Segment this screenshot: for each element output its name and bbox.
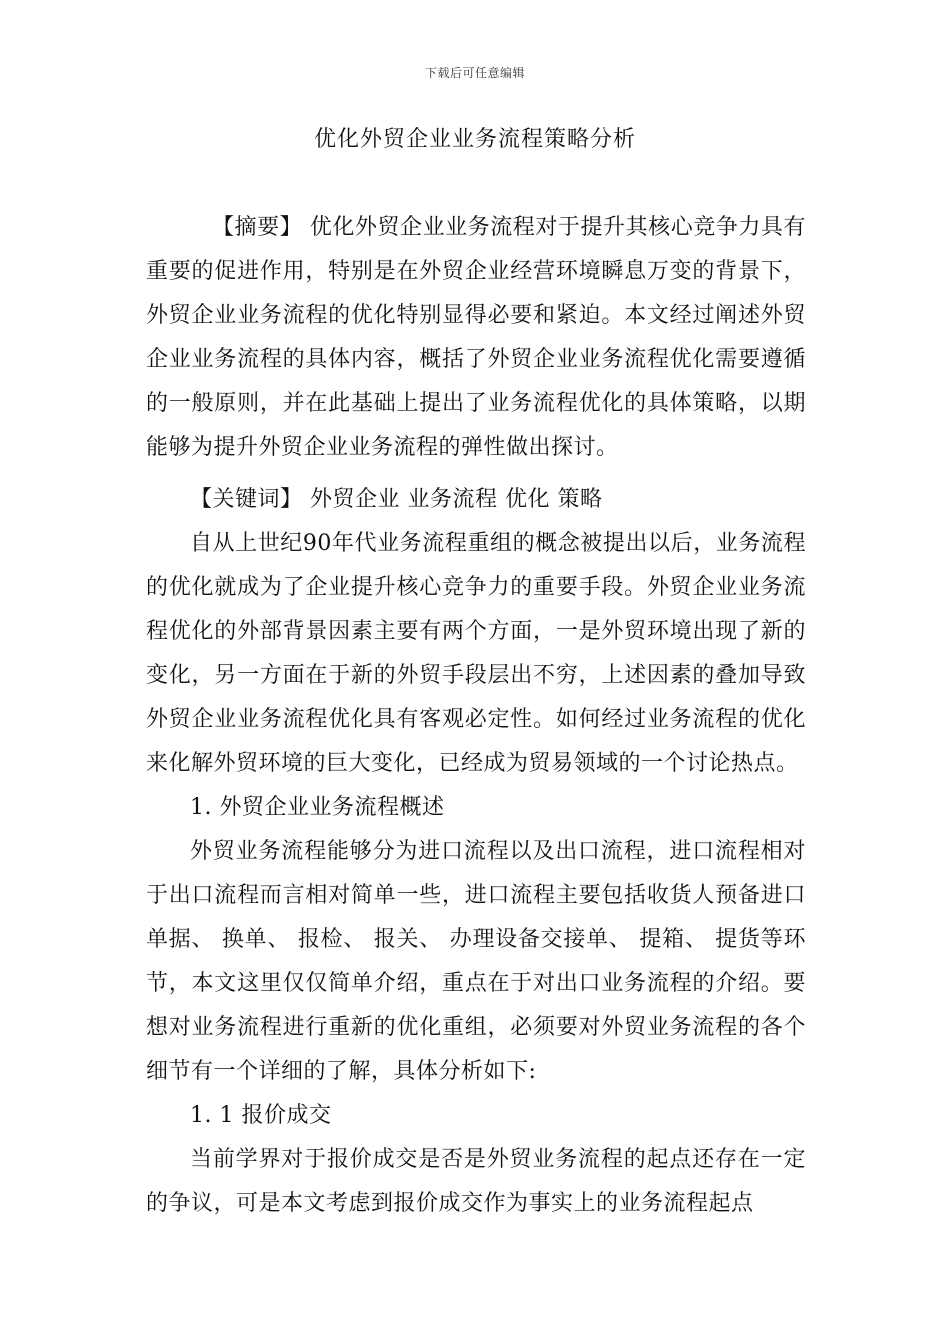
section-heading-1-1: 1. 1 报价成交 (190, 1103, 332, 1128)
document-title: 优化外贸企业业务流程策略分析 (313, 127, 636, 152)
main-body (146, 478, 806, 1226)
keywords-line: 【关键词】 外贸企业 业务流程 优化 策略 (190, 487, 603, 512)
section-1-1-paragraph: 当前学界对于报价成交是否是外贸业务流程的起点还存在一定的争议，可是本文考虑到报价成交作为事实上的业务流程起点 (146, 1147, 806, 1216)
intro-paragraph: 自从上世纪90年代业务流程重组的概念被提出以后，业务流程的优化就成为了企业提升核心竞争力的重要手段。外贸企业业务流程优化的外部背景因素主要有两个方面，一是外贸环境出现了新的变化，另一方面在于新的外贸手段层出不穷，上述因素的叠加导致外贸企业业务流程优化具有客观必定性。如何经过业务流程的优化来化解外贸环境的巨大变化，已经成为贸易领域的一个讨论热点。 (146, 531, 806, 776)
abstract-section (146, 206, 806, 470)
header-note: 下载后可任意编辑 (424, 66, 525, 80)
abstract-paragraph: 【摘要】 优化外贸企业业务流程对于提升其核心竞争力具有重要的促进作用，特别是在外贸企业经营环境瞬息万变的背景下，外贸企业业务流程的优化特别显得必要和紧迫。本文经过阐述外贸企业业务流程的具体内容，概括了外贸企业业务流程优化需要遵循的一般原则，并在此基础上提出了业务流程优化的具体策略，以期能够为提升外贸企业业务流程的弹性做出探讨。 (146, 215, 806, 460)
section-heading-1: 1. 外贸企业业务流程概述 (190, 795, 445, 820)
section-1-paragraph: 外贸业务流程能够分为进口流程以及出口流程，进口流程相对于出口流程而言相对简单一些，进口流程主要包括收货人预备进口单据、 换单、 报检、 报关、 办理设备交接单、 提箱、 提货等环节，本文这里仅仅简单介绍，重点在于对出口业务流程的介绍。要想对业务流程进行重新的优化重组，必须要对外贸业务流程的各个细节有一个详细的了解，具体分析如下: (146, 839, 806, 1084)
